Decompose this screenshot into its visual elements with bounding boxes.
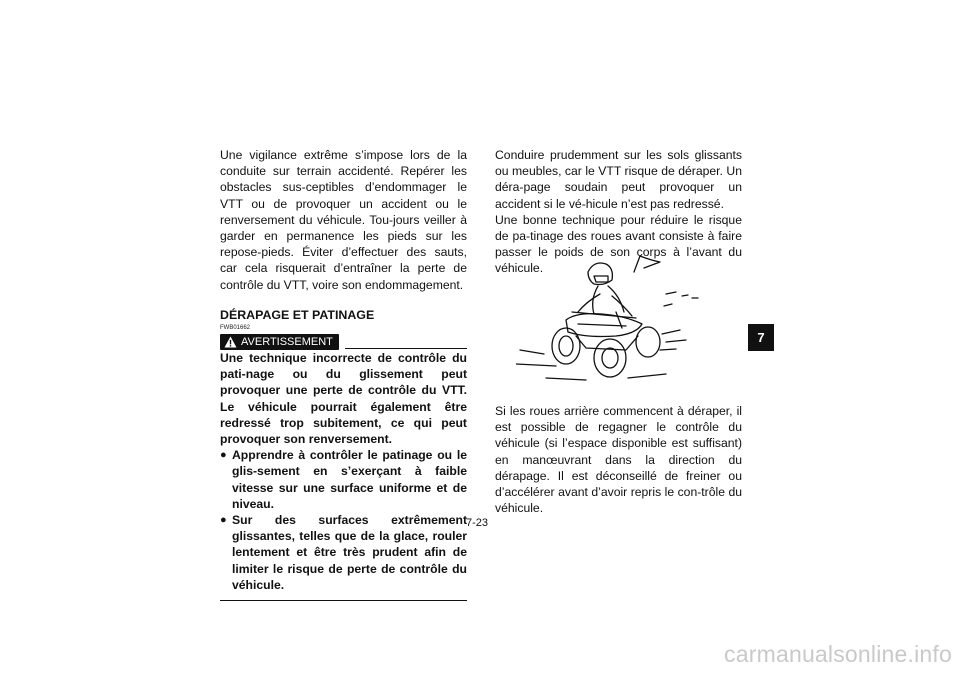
warning-badge: [220, 334, 339, 350]
left-column: [220, 147, 467, 601]
watermark: carmanualsonline.info: [724, 641, 952, 667]
right-column-lower: [495, 403, 742, 516]
paragraph-slippery-ground: Conduire prudemment sur les sols glissants ou meubles, car le VTT risque de déraper. Un déra-page soudain peut provoquer un accident si le vé-hicule n’est pas redressé.: [495, 148, 742, 211]
atv-rider-illustration: [516, 254, 706, 389]
warning-end-rule: [220, 600, 467, 601]
warning-rule: [345, 348, 467, 349]
bullet-text: Apprendre à contrôler le patinage ou le glis-sement en s’exerçant à faible vitesse sur une surface uniforme et de niveau.: [232, 448, 467, 511]
paragraph-front-wheels: Une bonne technique pour réduire le risque de pa-tinage des roues avant consiste à faire passer le poids de son corps à l’avant du véhicule.: [495, 212, 742, 276]
warning-bullet: [220, 447, 467, 512]
warning-header: [220, 334, 467, 350]
bullet-text: Sur des surfaces extrêmement glissantes, telles que de la glace, rouler lentement et être très prudent afin de limiter le risque de perte de contrôle du véhicule.: [232, 513, 467, 592]
bullet-symbol: ●: [220, 514, 227, 527]
paragraph-rear-skid: Si les roues arrière commencent à déraper, il est possible de regagner le contrôle du véhicule (si l’espace disponible est suffisant) en manœuvrant dans la direction du dérapage. Il est déconseillé de freiner ou d’accélérer avant d’avoir repris le con-trôle du véhicule.: [495, 404, 742, 516]
warning-bullet: [220, 512, 467, 593]
page-number: 7-23: [466, 517, 489, 529]
reference-code: FWB01662: [220, 325, 251, 332]
warning-label: AVERTISSEMENT: [241, 336, 333, 349]
chapter-tab: 7: [748, 324, 774, 351]
warning-triangle-icon: [224, 336, 237, 348]
section-title: DÉRAPAGE ET PATINAGE: [220, 307, 375, 322]
bullet-symbol: ●: [220, 449, 227, 462]
warning-text: Une technique incorrecte de contrôle du pati-nage ou du glissement peut provoquer une perte de contrôle du VTT. Le véhicule pourrait également être redressé trop subitement, ce qui peut provoquer son renversement.: [220, 351, 467, 447]
intro-paragraph: Une vigilance extrême s’impose lors de la conduite sur terrain accidenté. Repérer les obstacles sus-ceptibles d’endommager le VTT ou de provoquer un accident ou le renversement du véhicule. Tou-jours veiller à garder en permanence les pieds sur les repose-pieds. Éviter d’effectuer des sauts, car cela risquerait d’entraîner la perte de contrôle du VTT, voire son endommagement.: [220, 148, 467, 292]
